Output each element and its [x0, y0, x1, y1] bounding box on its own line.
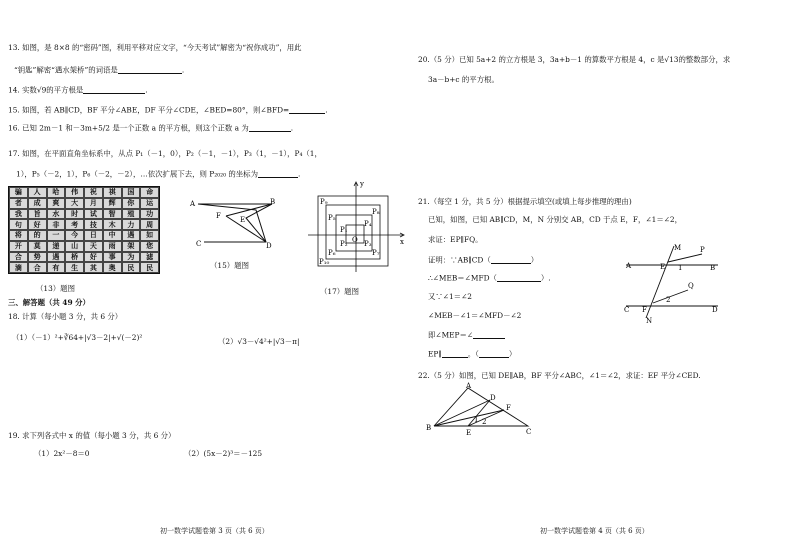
- line-fb: [226, 204, 272, 216]
- fig22-label-f: F: [506, 404, 511, 412]
- q20-line2: 3a－b+c 的平方根。: [428, 75, 499, 84]
- q15: 15. 如图，若 AB∥CD，BF 平分∠ABE，DF 平分∠CDE，∠BED=80°，则∠BFD= .: [8, 105, 328, 115]
- fig15-label-f: F: [216, 212, 221, 220]
- grid-cell: 月: [84, 198, 103, 209]
- q21-step5: [428, 331, 505, 339]
- fig17-label-x: x: [400, 238, 404, 246]
- grid-cell: 水: [47, 209, 66, 220]
- grid-cell: 国: [122, 187, 141, 198]
- footer-left: 初一数学试题卷第 3 页（共 6 页）: [160, 527, 269, 535]
- grid-cell: 开: [9, 241, 28, 252]
- grid-cell: 句: [9, 219, 28, 230]
- fig22-label-e: E: [466, 429, 472, 437]
- grid-cell: 试: [84, 209, 103, 220]
- grid-cell: 中: [103, 230, 122, 241]
- q19-part2: （2）(5x－2)³＝－125: [184, 449, 263, 458]
- figure-17: [306, 180, 408, 276]
- q13-line2: “钥匙”解密“遇水架桥”的词语是 .: [14, 65, 185, 75]
- grid-cell: 一: [47, 230, 66, 241]
- q21-step4: ∠MEB－∠1＝∠MFD－∠2: [428, 311, 522, 320]
- fig17-label-p6: P₆: [328, 249, 336, 257]
- grid-cell: 递: [47, 241, 66, 252]
- grid-cell: 日: [84, 230, 103, 241]
- q21-blank-1[interactable]: [491, 256, 531, 264]
- fig21-label-c: C: [624, 306, 630, 314]
- fig17-label-y: y: [360, 180, 364, 188]
- fig17-label-p2: P₂: [340, 240, 348, 248]
- grid-cell: 成: [28, 198, 47, 209]
- q18-part2: （2）√3－√4²+|√3－π|: [218, 337, 300, 346]
- q21-step1: [428, 256, 538, 264]
- q21-blank-3[interactable]: [473, 331, 505, 339]
- q13-line2-text: “钥匙”解密“遇水架桥”的词语是: [14, 65, 118, 75]
- q16: 16. 已知 2m－1 和－3m+5/2 是一个正数 a 的平方根，则这个正数 a 为 .: [8, 123, 294, 133]
- grid-cell: 今: [65, 230, 84, 241]
- fig17-label-p4: P₄: [364, 220, 372, 228]
- grid-cell: 架: [122, 241, 141, 252]
- polyline-bed: [198, 204, 266, 242]
- grid-cell: 合: [28, 262, 47, 273]
- q21-step3: 又∵∠1＝∠2: [428, 292, 472, 301]
- q15-text: 15. 如图，若 AB∥CD，BF 平分∠ABE，DF 平分∠CDE，∠BED=80°，则∠BFD=: [8, 105, 290, 115]
- q16-answer-blank[interactable]: [249, 124, 291, 132]
- grid-cell: 考: [65, 219, 84, 230]
- q21-step2: [428, 274, 551, 282]
- grid-cell: 伟: [65, 187, 84, 198]
- fig17-label-p8: P₈: [372, 208, 380, 216]
- grid-cell: 周: [140, 219, 159, 230]
- fig17-label-o: O: [352, 236, 358, 244]
- fig22-label-2: 2: [482, 418, 487, 426]
- fig21-label-n: N: [646, 317, 653, 324]
- fig15-label-a: A: [190, 200, 196, 208]
- grid-cell: 民: [122, 262, 141, 273]
- grid-cell: 奥: [103, 262, 122, 273]
- q21-step6-close: ）: [508, 349, 517, 359]
- q18-part1: （1）（－1）²+∛64+|√3－2|+√(－2)²: [12, 333, 143, 342]
- caption-17: （17）题图: [320, 287, 359, 296]
- grid-cell: 事: [103, 252, 122, 263]
- fig22-label-b: B: [426, 424, 432, 432]
- grid-cell: 骗: [9, 187, 28, 198]
- q14: 14. 实数√9的平方根是 .: [8, 85, 148, 95]
- grid-cell: 好: [84, 252, 103, 263]
- fig17-label-p3: P₃: [364, 240, 372, 248]
- fig21-label-f: F: [642, 306, 647, 314]
- q14-text: 14. 实数√9的平方根是: [8, 85, 84, 95]
- fig17-label-p9: P₉: [320, 198, 328, 206]
- q21-blank-2[interactable]: [497, 274, 541, 282]
- q17-line2: 1），P₅（－2，1），P₆（－2，－2），…依次扩展下去，则 P₂₀₂₀ 的坐标为 .: [16, 169, 301, 179]
- q21-step5-text: 即∠MEP＝∠: [428, 330, 474, 340]
- ray-fq: [653, 290, 688, 303]
- line-mn: [646, 246, 674, 318]
- q13-line1: 13. 如图，是 8×8 的“密码”图，利用平移对应文字，“今天考试”解密为“祝你成功”，用此: [8, 43, 302, 52]
- fig22-label-c: C: [526, 428, 532, 436]
- q21-step2-period: .: [548, 273, 551, 283]
- q21-step6-text: EP∥: [428, 349, 442, 359]
- q19-heading: 19. 求下列各式中 x 的值（每小题 3 分，共 6 分）: [8, 431, 176, 440]
- grid-cell: 山: [65, 241, 84, 252]
- grid-cell: 智: [103, 209, 122, 220]
- q21-step1-text: 证明：∵AB∥CD（: [428, 255, 491, 265]
- fig15-label-c: C: [196, 240, 202, 248]
- q21-blank-5[interactable]: [479, 350, 509, 358]
- q13-answer-blank[interactable]: [118, 66, 182, 74]
- footer-right: 初一数学试题卷第 4 页（共 6 页）: [540, 527, 649, 535]
- q17-answer-blank[interactable]: [258, 170, 298, 178]
- q21-heading: 21.（每空 1 分，共 5 分）根据提示填空(或填上每步推理的理由): [418, 197, 632, 206]
- grid-cell: 莫: [28, 241, 47, 252]
- grid-cell: 技: [84, 219, 103, 230]
- q21-step6: EP∥ 。（ ）: [428, 349, 517, 359]
- grid-cell: 好: [28, 219, 47, 230]
- grid-cell: 运: [140, 198, 159, 209]
- q17-line1: 17. 如图，在平面直角坐标系中，从点 P₁（－1，0），P₂（－1，－1），P₃（1，－1），P₄（1，: [8, 149, 322, 158]
- grid-cell: 祺: [103, 187, 122, 198]
- ray-ep: [668, 254, 702, 262]
- q21-blank-4[interactable]: [442, 350, 468, 358]
- grid-cell: 天: [84, 241, 103, 252]
- fig17-label-p7: P₇: [372, 249, 380, 257]
- grid-cell: 我: [9, 209, 28, 220]
- fig21-label-m: M: [674, 244, 682, 252]
- grid-cell: 遇: [47, 252, 66, 263]
- q21-step1-close: ）: [530, 255, 539, 265]
- figure-15: [186, 196, 278, 250]
- grid-cell: 哈: [47, 187, 66, 198]
- grid-cell: 旨: [28, 209, 47, 220]
- fig22-label-a: A: [466, 382, 472, 390]
- fig21-label-e: E: [660, 263, 666, 271]
- q15-answer-blank[interactable]: [289, 106, 325, 114]
- q19-part1: （1）2x²－8＝0: [34, 449, 90, 458]
- fig15-label-d: D: [266, 242, 272, 250]
- q21-step2-text: ∴∠MEB＝∠MFD（: [428, 273, 497, 283]
- fig15-label-e: E: [240, 216, 246, 224]
- grid-cell: 滴: [9, 262, 28, 273]
- fig21-label-q: Q: [688, 282, 694, 290]
- grid-cell: 您: [140, 241, 159, 252]
- line-ed: [468, 400, 490, 426]
- fig22-label-1: 1: [474, 416, 479, 424]
- grid-cell: 木: [103, 219, 122, 230]
- figure-21: [620, 240, 724, 324]
- fig21-label-b: B: [710, 264, 716, 272]
- q21-step2-close: ）: [540, 273, 549, 283]
- fig17-label-p10: P₁₀: [319, 258, 330, 266]
- grid-cell: 生: [65, 262, 84, 273]
- section-3-heading: 三、解答题（共 49 分）: [8, 298, 90, 307]
- grid-cell: 大: [65, 198, 84, 209]
- grid-cell: 雨: [103, 241, 122, 252]
- fig17-label-p1: P₁: [340, 226, 348, 234]
- grid-cell: 其: [84, 262, 103, 273]
- grid-cell: 将: [9, 230, 28, 241]
- q17-line2-text: 1），P₅（－2，1），P₆（－2，－2），…依次扩展下去，则 P₂₀₂₀ 的坐标为: [16, 169, 258, 179]
- caption-13: （13）题图: [36, 284, 75, 293]
- grid-cell: 合: [9, 252, 28, 263]
- fig17-label-p5: P₅: [328, 214, 336, 222]
- grid-cell: 为: [122, 252, 141, 263]
- q22: 22.（5 分）如图，已知 DE∥AB，BF 平分∠ABC，∠1＝∠2，求证：EF 平分∠CED.: [418, 371, 701, 380]
- q21-given: 已知，如图，已知 AB∥CD，M，N 分别交 AB，CD 于点 E，F，∠1＝∠2，: [428, 215, 683, 224]
- fig21-label-2: 2: [666, 296, 671, 304]
- q14-answer-blank[interactable]: [83, 86, 145, 94]
- line-fd: [226, 216, 266, 242]
- grid-cell: 遇: [122, 230, 141, 241]
- q18-heading: 18. 计算（每小题 3 分，共 6 分）: [8, 312, 123, 321]
- grid-cell: 非: [47, 219, 66, 230]
- caption-15: （15）题图: [210, 261, 249, 270]
- line-bf: [434, 410, 504, 426]
- grid-cell: 者: [9, 198, 28, 209]
- fig21-label-p: P: [700, 246, 705, 254]
- fig22-label-d: D: [490, 394, 496, 402]
- grid-cell: 如: [140, 230, 159, 241]
- q20-line1: 20.（5 分）已知 5a+2 的立方根是 3，3a+b－1 的算数平方根是 4，c 是√13的整数部分，求: [418, 55, 731, 64]
- grid-cell: 时: [65, 209, 84, 220]
- grid-cell: 桥: [65, 252, 84, 263]
- fig15-label-b: B: [270, 198, 276, 206]
- grid-cell: 爽: [47, 198, 66, 209]
- grid-cell: 人: [28, 187, 47, 198]
- figure-22: [424, 382, 534, 438]
- grid-cell: 祝: [84, 187, 103, 198]
- cipher-grid: [8, 186, 160, 274]
- grid-cell: 的: [28, 230, 47, 241]
- q21-prove: 求证：EP∥FQ。: [428, 235, 483, 244]
- grid-cell: 殖: [122, 209, 141, 220]
- grid-cell: 势: [28, 252, 47, 263]
- grid-cell: 辉: [103, 198, 122, 209]
- fig21-label-d: D: [712, 306, 718, 314]
- grid-cell: 滤: [140, 252, 159, 263]
- grid-cell: 民: [140, 262, 159, 273]
- grid-cell: 力: [122, 219, 141, 230]
- q16-text: 16. 已知 2m－1 和－3m+5/2 是一个正数 a 的平方根，则这个正数 a 为: [8, 123, 249, 133]
- grid-cell: 你: [122, 198, 141, 209]
- grid-cell: 有: [47, 262, 66, 273]
- grid-cell: 命: [140, 187, 159, 198]
- fig21-label-a: A: [626, 262, 632, 270]
- fig21-label-1: 1: [678, 264, 683, 272]
- grid-cell: 功: [140, 209, 159, 220]
